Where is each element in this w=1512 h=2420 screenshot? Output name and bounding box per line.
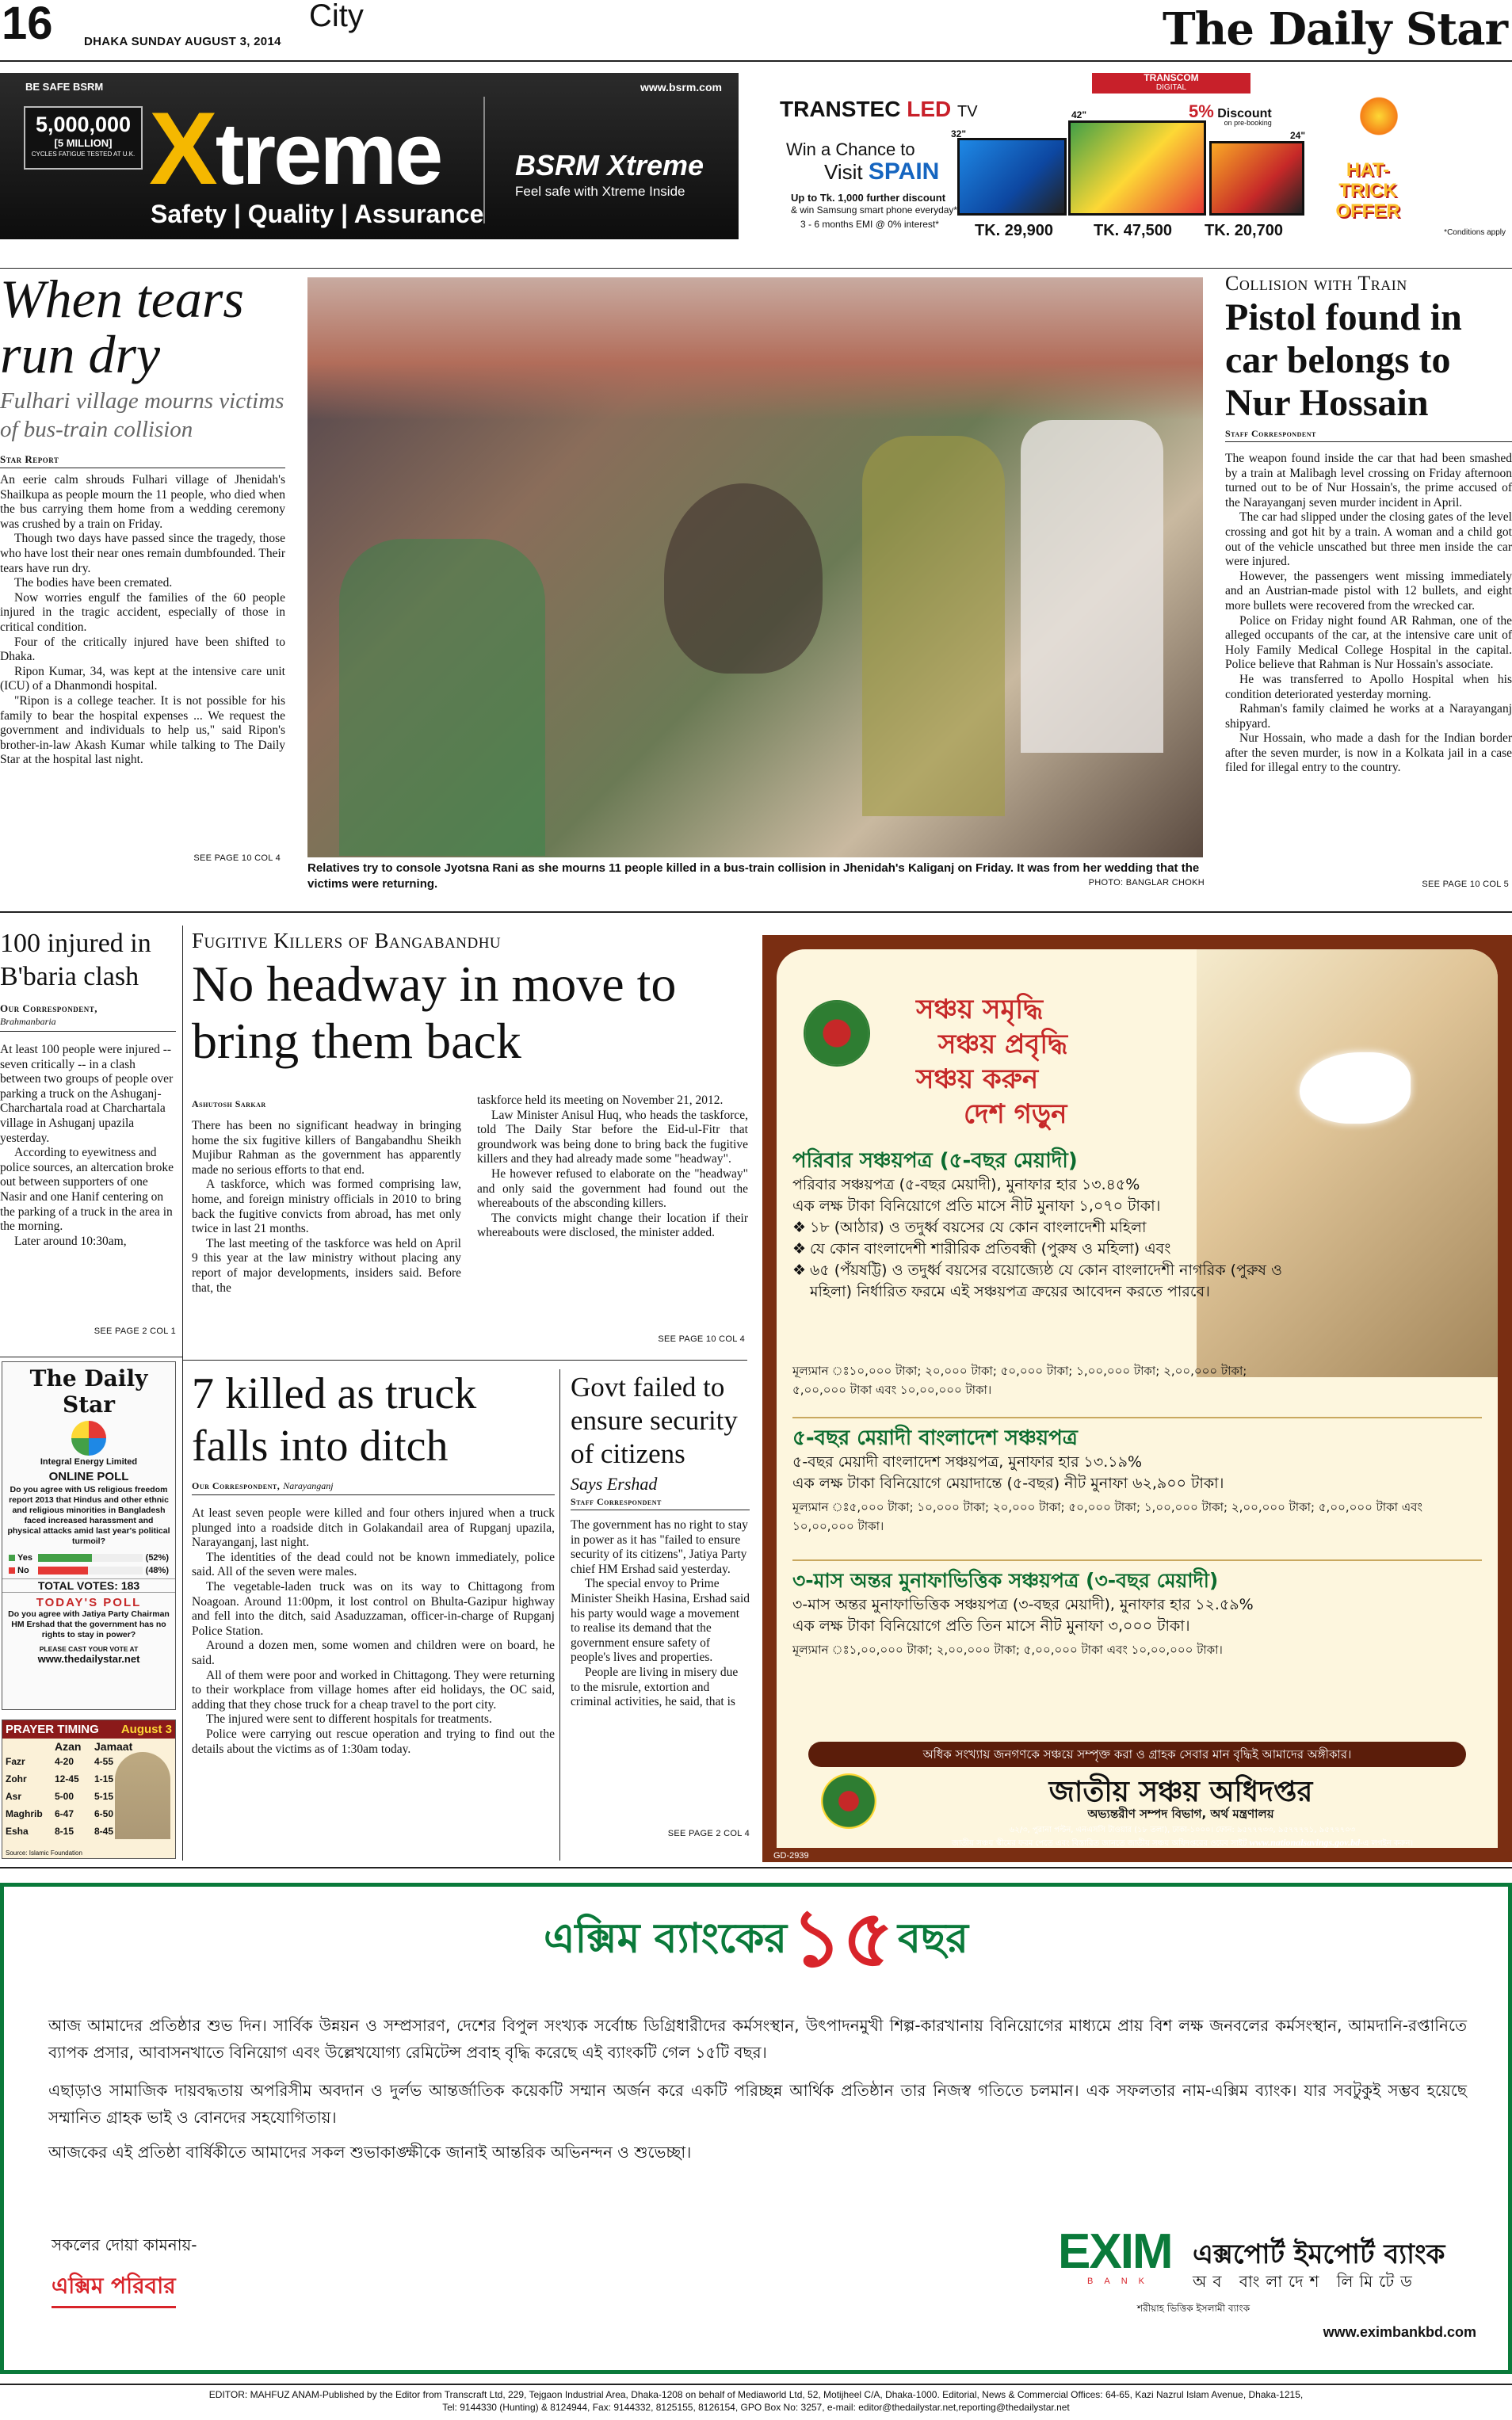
prayer-row: Maghrib 6-47 6-50 [6, 1808, 114, 1819]
bsrm-divider [483, 97, 485, 223]
exim-headline: এক্সিম ব্যাংকের ১৫ বছর [543, 1891, 968, 1985]
story-body-col2: taskforce held its meeting on November 21, 2012. Law Minister Anisul Huq, who heads the taskforce, told The Daily Star before the Eid-ul-Fitr that groundwork was being done to bring back the fugitive killers and they had already made some "headway". He however refused to elaborate on the "headway" and only said the government had found out the whereabouts of the absconding killers. The convicts might change their location if their whereabouts were disclosed, the minister added. [477, 1094, 748, 1240]
story-body: The weapon found inside the car that had been smashed by a train at Malibagh level crossing on Friday afternoon turned out to be of Nur Hossain's, the prime accused of the Narayanganj seven murder incident in April. The car had slipped under the closing gates of the level crossing and got hit by a train. A woman and a child got out of the vehicle unscathed but three men inside the car were injured. However, the passengers went missing immediately and an Austrian-made pistol with 12 bullets, and eight more bullets were recovered from the wrecked car. Police on Friday night found AR Rahman, one of the alleged occupants of the car, at the intensive care unit of Holy Family Medical College Hospital in the capital. Police believe that Rahman is Nur Hossain's associate. He was transferred to Apollo Hospital when his condition deteriorated yesterday morning. Rahman's family claimed he works at a Narayanganj shipyard. Nur Hossain, who made a dash for the Indian border after the seven murder, is now in a Kolkata jail in a case filed for illegal entry to the country. [1225, 452, 1512, 775]
section-name: City [309, 0, 364, 33]
ad-exim-bank[interactable] [0, 1883, 1512, 2374]
story-body-col1: There has been no significant headway in bringing home the six fugitive killers of Bangabandhu Sheikh Mujibur Rahman as the government has apparently made no serious efforts to that end. A taskforce, which was formed comprising law, home, and foreign ministry officials in 2010 to bring back the fugitive convicts from abroad, has met only twice in last 21 months. The last meeting of the taskforce was held on April 9 this year at the law ministry without placing any report of major developments, insiders said. Before that, the [192, 1119, 461, 1295]
poll-logo: The Daily Star [29, 1365, 148, 1418]
prayer-row: Zohr 12-45 1-15 [6, 1773, 114, 1784]
headline: No headway in move to bring them back [192, 956, 677, 1069]
gov-seal-icon [804, 1000, 870, 1067]
byline: Our Correspondent, Narayanganj [192, 1480, 334, 1491]
transtec-brand: TRANSTEC LED TV [780, 97, 978, 121]
page-number: 16 [2, 0, 53, 49]
total-votes: TOTAL VOTES: 183 [2, 1578, 175, 1593]
story-body: At least seven people were killed and four others injured when a truck plunged into a roadside ditch in Golakandail area of Rupganj upazila, Narayanganj, last night. The identities of the dead could not be known immediately, police said. All of the seven were males. The vegetable-laden truck was on its way to Chittagong from Noagoan. Around 11:00pm, it lost control on Bhulta-Gazipur highway and fell into the ditch, said Asaduzzaman, officer-in-charge of Rupganj Police Station. Around a dozen men, some women and children were on board, he said. All of them were poor and worked in Chittagong. They were returning to their workplace from village homes after eid holidays, the OC said, adding that they chose truck for a cheap travel to the port city. The injured were sent to different hospitals for treatments. Police were carrying out rescue operation and trying to find out the details about the victims as of 1:30am today. [192, 1506, 555, 1756]
bsrm-url[interactable]: www.bsrm.com [640, 81, 722, 94]
see-page-link[interactable]: SEE PAGE 10 COL 5 [1422, 880, 1509, 889]
bullet-icon: ❖ [792, 1240, 807, 1258]
exim-web-link[interactable]: www.eximbankbd.com [1323, 2324, 1476, 2340]
savings-address: ৬২/৩, পুরানা পল্টন, এনএসসি টাওয়ার (১৮ তলা), ঢাকা-১০০০। ফোন: ৯৫৭৭৭৩৩, ৯৫৭৭৭৭১, ৯৫৭৭৭০৩ [1009, 1826, 1356, 1834]
todays-poll-question: Do you agree with Jatiya Party Chairman HM Ershad that the government has no rights to stay in power? [8, 1609, 170, 1639]
hat-trick-offer: HAT-TRICK OFFER [1335, 159, 1400, 222]
promo-line-1: Win a Chance to [786, 139, 915, 159]
scheme-1-values: মূল্যমান ঃ১০,০০০ টাকা; ২০,০০০ টাকা; ৫০,০০০ টাকা; ১,০০,০০০ টাকা; ২,০০,০০০ টাকা; ৫,০০,০০০ টাকা এবং ১০,০০,০০০ টাকা। [792, 1364, 1247, 1397]
story-body: The government has no right to stay in power as it has "failed to ensure security of its citizens", Jatiya Party chief HM Ershad said yesterday. The special envoy to Prime Minister Sheikh Hasina, Ershad said his party would wage a movement to realise its demand that the government ensure safety of people's lives and properties. People are living in misery due to the misrule, extortion and criminal activities, he said, that is [571, 1518, 750, 1709]
see-page-link[interactable]: SEE PAGE 2 COL 1 [94, 1326, 176, 1336]
exim-body: আজ আমাদের প্রতিষ্ঠার শুভ দিন। সার্বিক উন্নয়ন ও সম্প্রসারণ, দেশের বিপুল সংখ্যক সর্বোচ্চ ডিগ্রিধারীদের কর্মসংস্থান, উৎপাদনমুখী শিল্প-কারখানায় বিনিয়োগের মাধ্যমে প্রায় বিশ লক্ষ জনবলের কর্মসংস্থান, আমদানি-রপ্তানিতে ব্যাপক প্রসার, আবাসনখাতে বিনিয়োগ এবং উল্লেখযোগ্য রেমিটেন্স প্রবাহ বৃদ্ধি করেছে এই ব্যাংকটি গেল ১৫টি বছর। এছাড়াও সামাজিক দায়বদ্ধতায় অপরিসীম অবদান ও দুর্লভ আন্তর্জাতিক কয়েকটি সম্মান অর্জন করে একটি পরিচ্ছন্ন আর্থিক প্রতিষ্ঠান তার নিজস্ব গতিতে চলমান। এক সফলতার নাম-এক্সিম ব্যাংক। যার সবটুকুই সম্ভব হয়েছে সম্মানিত গ্রাহক ভাই ও বোনদের সহযোগিতায়। আজকের এই প্রতিষ্ঠা বার্ষিকীতে আমাদের সকল শুভাকাঙ্ক্ষীকে জানাই আন্তরিক অভিনন্দন ও শুভেচ্ছা। [48, 2016, 1467, 2162]
masthead [0, 0, 1512, 63]
tv-display-24 [1209, 141, 1304, 216]
bullet-icon: ❖ [792, 1262, 807, 1279]
exim-bank-name-2: অব বাংলাদেশ লিমিটেড [1193, 2272, 1418, 2291]
byline: Staff Correspondent [571, 1496, 662, 1507]
see-page-link[interactable]: SEE PAGE 10 COL 4 [193, 853, 281, 863]
promo-line-2: Visit SPAIN [824, 158, 940, 185]
price-42: TK. 47,500 [1094, 222, 1172, 239]
exim-family: এক্সিম পরিবার [52, 2269, 176, 2308]
poll-title: ONLINE POLL [48, 1470, 129, 1483]
prayer-row: Fazr 4-20 4-55 [6, 1756, 114, 1767]
tv-display-32 [957, 138, 1067, 216]
story-pistol [1225, 273, 1512, 907]
exim-shariah: শরীয়াহ ভিত্তিক ইসলামী ব্যাংক [1137, 2303, 1250, 2314]
savings-ministry: অভ্যন্তরীণ সম্পদ বিভাগ, অর্থ মন্ত্রণালয় [1087, 1807, 1274, 1821]
dateline: DHAKA SUNDAY AUGUST 3, 2014 [84, 35, 281, 48]
byline: Ashutosh Sarkar [192, 1098, 266, 1109]
sponsor-logo-icon [71, 1421, 106, 1456]
byline: Staff Correspondent [1225, 428, 1316, 439]
prayer-table: Azan Jamaat Fazr 4-20 4-55 Zohr 12-45 1-15 Asr 5-00 5-15 Maghrib 6-47 6-50 Esha 8-15 8-45 [6, 1740, 132, 1840]
bullet-icon: ❖ [792, 1219, 807, 1236]
savings-panel [777, 949, 1498, 1848]
poll-site-link[interactable]: www.thedailystar.net [37, 1653, 140, 1665]
yes-dot-icon [9, 1555, 15, 1561]
anniversary-number: ১৫ [791, 1891, 894, 1985]
masthead-logo: The Daily Star [1162, 3, 1507, 55]
promo-line-4: & win Samsung smart phone everyday* [791, 204, 958, 216]
headline: Govt failed to ensure security of citizens [571, 1372, 738, 1469]
imprint-footer: EDITOR: MAHFUZ ANAM-Published by the Editor from Transcraft Ltd, 229, Tejgaon Industrial Area, Dhaka-1208 on behalf of Mediaworld Ltd, 52, Motijheel C/A, Dhaka-1000. Editorial, News & Commercial Offices: 64-65, Kazi Nazrul Islam Avenue, Dhaka-1215, Tel: 9144330 (Hunting) & 8124944, Fax: 9144332, 8125155, 8126154, GPO Box No: 3257, e-mail: editor@thedailystar.net,reporting@thedailystar.net [208, 2389, 1304, 2413]
exim-bank-name: এক্সপোর্ট ইমপোর্ট ব্যাংক [1193, 2239, 1445, 2270]
discount-badge: 5% Discount on pre-booking [1189, 101, 1272, 127]
scheme-2: ৫-বছর মেয়াদী বাংলাদেশ সঞ্চয়পত্র ৫-বছর মেয়াদী বাংলাদেশ সঞ্চয়পত্র, মুনাফার হার ১৩.১৯% এক লক্ষ টাকা বিনিয়োগে মেয়াদান্তে (৫-বছর) নীট মুনাফা ৬২,৯০০ টাকা। মূল্যমান ঃ৫,০০০ টাকা; ১০,০০০ টাকা; ২০,০০০ টাকা; ৫০,০০০ টাকা; ১,০০,০০০ টাকা; ২,০০,০০০ টাকা; ৫,০০,০০০ টাকা এবং ১০,০০,০০০ টাকা। [792, 1426, 1422, 1533]
headline: 7 killed as truck falls into ditch [192, 1369, 477, 1471]
exim-logo: EXIM BANK [1058, 2224, 1172, 2286]
headline: When tears run dry [0, 269, 244, 384]
tv-display-42 [1068, 120, 1206, 216]
slogans: সঞ্চয় সমৃদ্ধি সঞ্চয় প্রবৃদ্ধি সঞ্চয় করুন দেশ গড়ুন [916, 994, 1068, 1130]
prayer-title: PRAYER TIMING [6, 1723, 99, 1736]
bsrm-brand-mark: BE SAFE BSRM [25, 81, 104, 93]
promo-line-3: Up to Tk. 1,000 further discount [791, 192, 946, 204]
savings-department: জাতীয় সঞ্চয় অধিদপ্তর [1048, 1776, 1313, 1808]
headline: Pistol found in car belongs to Nur Hossain [1225, 296, 1462, 424]
story-truck [192, 1368, 555, 1867]
price-24: TK. 20,700 [1205, 222, 1283, 239]
ad-code: GD-2939 [773, 1851, 809, 1861]
prayer-row: Esha 8-15 8-45 [6, 1826, 114, 1837]
exim-wish: সকলের দোয়া কামনায়- [52, 2235, 197, 2254]
story-body: At least 100 people were injured -- seven critically -- in a clash between two groups of people over parking a truck on the Ashuganj-Charchartala road at Charchartala village in Ashuganj upazila yesterday. According to eyewitness and police sources, an altercation broke out between supporters of one Nasir and one Hanif centering on the parking of a truck in the area in the morning. Later around 10:30am, [0, 1043, 174, 1248]
scheme-3: ৩-মাস অন্তর মুনাফাভিত্তিক সঞ্চয়পত্র (৩-বছর মেয়াদী) ৩-মাস অন্তর মুনাফাভিত্তিক সঞ্চয়পত্র (৩-বছর মেয়াদী), মুনাফার হার ১২.৫৯% এক লক্ষ টাকা বিনিয়োগে প্রতি তিন মাসে নীট মুনাফা ৩,০০০ টাকা। মূল্যমান ঃ১,০০,০০০ টাকা; ২,০০,০০০ টাকা; ৫,০০,০০০ টাকা এবং ১০,০০,০০০ টাকা। [792, 1569, 1254, 1657]
no-bar [38, 1567, 88, 1575]
conditions-note: *Conditions apply [1444, 228, 1506, 237]
promo-line-5: 3 - 6 months EMI @ 0% interest* [800, 219, 939, 230]
byline: Star Report [0, 453, 59, 465]
ad-national-savings[interactable] [762, 935, 1512, 1862]
prayer-date: August 3 [120, 1723, 172, 1736]
savings-web-link[interactable]: www.nationalsavings.gov.bd [1249, 1837, 1361, 1848]
bsrm-stat-badge: 5,000,000 [5 MILLION] CYCLES FATIGUE TESTED AT U.K. [24, 106, 143, 170]
deck: Fulhari village mourns victims of bus-train collision [0, 388, 284, 442]
todays-poll-title: TODAY'S POLL [36, 1596, 142, 1609]
deck: Says Ershad [571, 1474, 658, 1494]
no-dot-icon [9, 1567, 15, 1574]
sponsor-name: Integral Energy Limited [40, 1457, 138, 1467]
see-page-link[interactable]: SEE PAGE 10 COL 4 [658, 1334, 745, 1344]
kicker: Collision with Train [1225, 272, 1407, 295]
story-govt-failed [571, 1371, 750, 1870]
bsrm-tagline: Safety | Quality | Assurance [151, 200, 484, 228]
cast-vote-label: PLEASE CAST YOUR VOTE AT [39, 1645, 139, 1653]
lead-photo [307, 277, 1203, 857]
photo-credit: PHOTO: BANGLAR CHOKH [1088, 878, 1205, 887]
poll-question: Do you agree with US religious freedom report 2013 that Hindus and other ethnic and religious minorities in Bangladesh faced increased harassment and physical attacks amid last year's political turmoil? [7, 1485, 170, 1546]
bsrm-title: Xtreme [149, 90, 441, 206]
ad-transtec-tv[interactable]: TRANSCOM DIGITAL TRANSTEC LED TV Win a Chance to Visit SPAIN Up to Tk. 1,000 further discount & win Samsung smart phone everyday* 3 - 6 months EMI @ 0% interest* 32" 42" 24" 5% Discount on pre-booking HAT-TRICK OFFER TK. 29,900 TK. 47,500 TK. 20,700 *Conditions apply [777, 73, 1512, 242]
prayer-row: Asr 5-00 5-15 [6, 1791, 114, 1802]
online-poll-box[interactable] [2, 1361, 176, 1710]
nsd-logo-icon [821, 1773, 876, 1829]
trophy-icon [1355, 95, 1403, 155]
story-when-tears [0, 271, 285, 905]
photo-caption: Relatives try to console Jyotsna Rani as she mourns 11 people killed in a bus-train collision in Jhenidah's Kaliganj on Friday. It was from her wedding that the victims were returning. [307, 861, 1200, 891]
savings-web-line: জাতীয় সঞ্চয় স্কীমের ফরম পেতে এবং বিস্তারিত জানতে জাতীয় সঞ্চয় অধিদপ্তরের ওয়েব সাইট www.nationalsavings.gov.bd-এ লগইন করুন। [951, 1837, 1414, 1848]
savings-commitment-banner: অধিক সংখ্যায় জনগণকে সঞ্চয়ে সম্পৃক্ত করা ও গ্রাহক সেবার মান বৃদ্ধিই আমাদের অঙ্গীকার। [808, 1742, 1466, 1767]
price-32: TK. 29,900 [975, 222, 1053, 239]
transcom-label: TRANSCOM [1144, 73, 1199, 83]
bsrm-sub-brand: BSRM Xtreme [515, 149, 704, 181]
scheme-1: পরিবার সঞ্চয়পত্র (৫-বছর মেয়াদী) পরিবার সঞ্চয়পত্র (৫-বছর মেয়াদী), মুনাফার হার ১৩.৪৫% এক লক্ষ টাকা বিনিয়োগে প্রতি মাসে নীট মুনাফা ১,০৭০ টাকা। ❖ ১৮ (আঠার) ও তদুর্ধ্ব বয়সের যে কোন বাংলাদেশী মহিলা ❖ যে কোন বাংলাদেশী শারীরিক প্রতিবন্ধী (পুরুষ ও মহিলা) এবং ❖ ৬৫ (পঁয়ষট্টি) ও তদুর্ধ্ব বয়সের বয়োজ্যেষ্ঠ যে কোন বাংলাদেশী নাগরিক (পুরুষ ও মহিলা) নির্ধারিত ফরমে এই সঞ্চয়পত্র ক্রয়ের আবেদন করতে পারবে। [792, 1149, 1283, 1300]
headline: 100 injured in B'baria clash [0, 929, 151, 991]
byline: Our Correspondent, Brahmanbaria [0, 1002, 98, 1027]
story-fugitive-killers [192, 929, 748, 1357]
ad-bsrm-xtreme[interactable] [0, 73, 739, 239]
yes-bar [38, 1554, 92, 1562]
see-page-link[interactable]: SEE PAGE 2 COL 4 [667, 1829, 750, 1838]
bsrm-sub-tagline: Feel safe with Xtreme Inside [515, 184, 685, 199]
story-body: An eerie calm shrouds Fulhari village of Jhenidah's Shailkupa as people mourn the 11 people, who died when the bus carrying them home from a wedding ceremony was crushed by a train on Friday. Though two days have passed since the tragedy, those who have lost their near ones remain dumbfounded. Their tears have run dry. The bodies have been cremated. Now worries engulf the families of the 60 people injured in the tragic accident, especially of those in critical condition. Four of the critically injured have been shifted to Dhaka. Ripon Kumar, 34, was kept at the intensive care unit (ICU) of a Dhanmondi hospital. "Ripon is a college teacher. It is not possible for his family to bear the hospital expenses ... We request the government and individuals to help us," said Ripon's brother-in-law Akash Kumar while talking to The Daily Star at the hospital last night. [0, 473, 285, 767]
prayer-source: Source: Islamic Foundation [6, 1849, 82, 1857]
kicker: Fugitive Killers of Bangabandhu [192, 929, 502, 952]
poll-results: Yes (52%) No (48%) [9, 1552, 169, 1577]
story-bbaria [0, 927, 176, 1355]
prayer-timing-box [2, 1720, 176, 1859]
